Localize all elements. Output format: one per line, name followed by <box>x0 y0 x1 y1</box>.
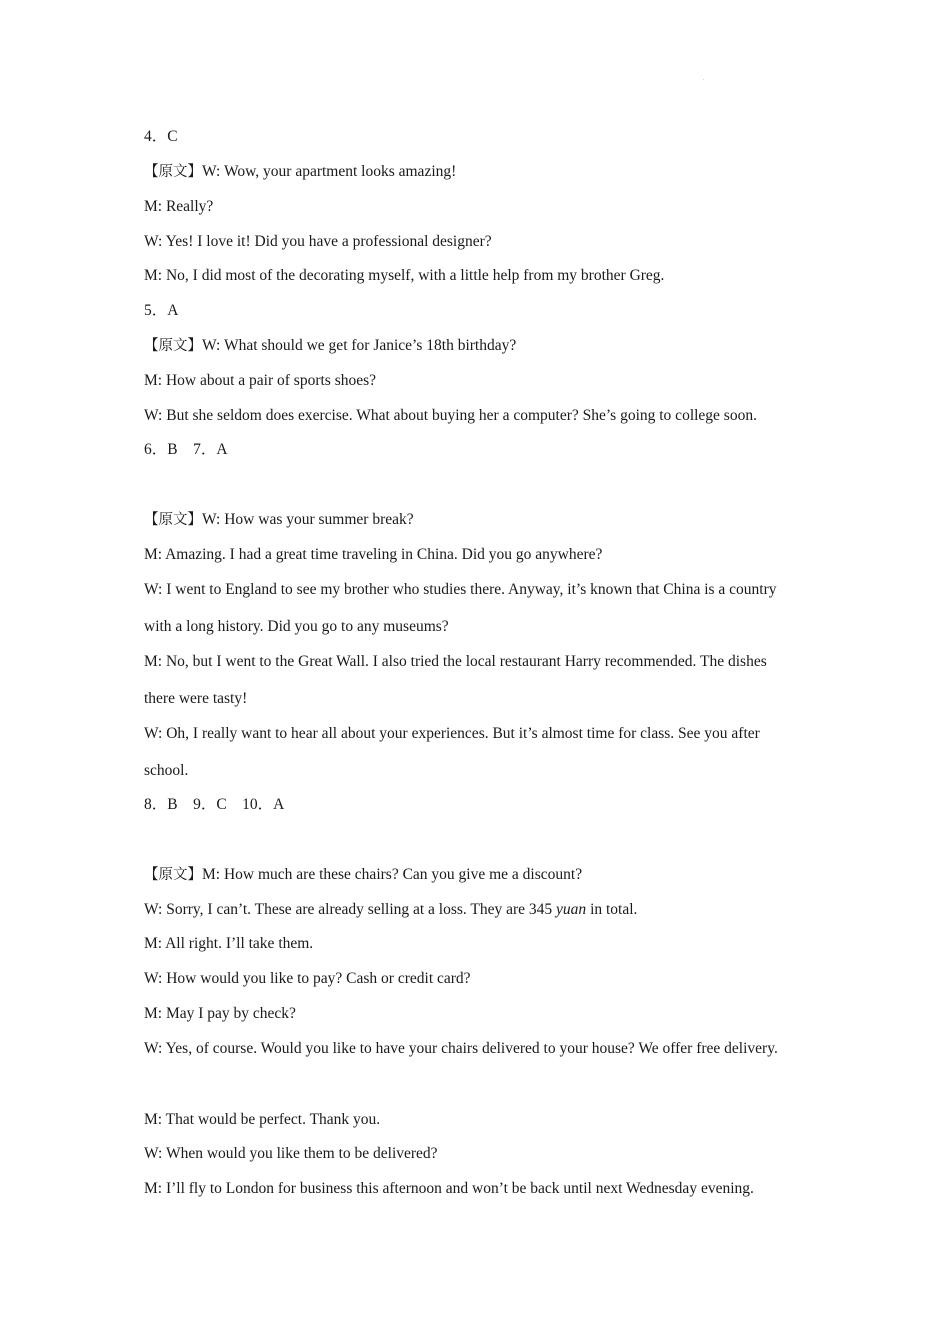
dialogue-line: W: Yes, of course. Would you like to have your chairs delivered to your house? We offer free delivery. <box>144 1040 778 1057</box>
dialogue-line: M: How about a pair of sports shoes? <box>144 372 377 389</box>
dialogue-line: 【原文】W: How was your summer break? <box>144 511 414 528</box>
dialogue-line: M: All right. I’ll take them. <box>144 935 314 952</box>
transcript-tag: 【原文】 <box>144 338 202 354</box>
dialogue-line: W: When would you like them to be delivered? <box>144 1145 438 1162</box>
dialogue-line: W: How would you like to pay? Cash or credit card? <box>144 970 471 987</box>
answer-q5: 5．A <box>144 302 179 319</box>
dialogue-line: M: I’ll fly to London for business this afternoon and won’t be back until next Wednesday evening. <box>144 1180 754 1197</box>
dialogue-line: W: Yes! I love it! Did you have a professional designer? <box>144 233 492 250</box>
dialogue-line: W: I went to England to see my brother who studies there. Anyway, it’s known that China is a country with a long history. Did you go to any museums? <box>144 581 777 635</box>
answer-q6-7: 6．B 7．A <box>144 441 228 458</box>
dialogue-line: M: Really? <box>144 198 214 215</box>
dialogue-line: M: That would be perfect. Thank you. <box>144 1111 381 1128</box>
dialogue-line: W: Oh, I really want to hear all about your experiences. But it’s almost time for class. See you after school. <box>144 725 760 779</box>
header-mark: . <box>703 76 705 82</box>
dialogue-line: 【原文】W: What should we get for Janice’s 18th birthday? <box>144 337 517 354</box>
transcript-tag: 【原文】 <box>144 512 202 528</box>
dialogue-line: M: May I pay by check? <box>144 1005 296 1022</box>
transcript-tag: 【原文】 <box>144 164 202 180</box>
dialogue-line: M: No, but I went to the Great Wall. I also tried the local restaurant Harry recommended. The dishes there were tasty! <box>144 653 767 707</box>
dialogue-line: 【原文】W: Wow, your apartment looks amazing! <box>144 163 457 180</box>
dialogue-line: M: Amazing. I had a great time traveling in China. Did you go anywhere? <box>144 546 603 563</box>
dialogue-line-price: W: Sorry, I can’t. These are already selling at a loss. They are 345 yuan in total. <box>144 901 638 918</box>
dialogue-line: 【原文】M: How much are these chairs? Can you give me a discount? <box>144 866 583 883</box>
transcript-tag: 【原文】 <box>144 867 202 883</box>
dialogue-line: W: But she seldom does exercise. What about buying her a computer? She’s going to college soon. <box>144 407 757 424</box>
answer-q4: 4．C <box>144 128 178 145</box>
dialogue-line: M: No, I did most of the decorating myself, with a little help from my brother Greg. <box>144 267 665 284</box>
answer-q8-10: 8．B 9．C 10．A <box>144 796 285 813</box>
